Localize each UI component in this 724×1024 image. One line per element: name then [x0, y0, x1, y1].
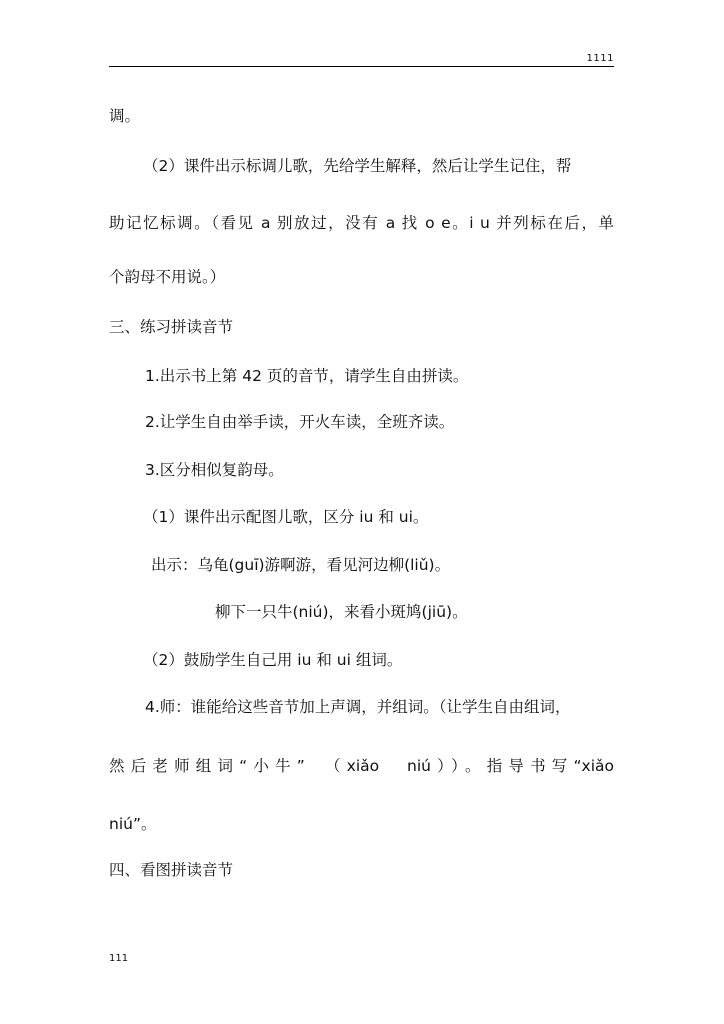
- text-line: （2）鼓励学生自己用 iu 和 ui 组词。: [143, 651, 403, 669]
- text-line: 助记忆标调。（看见 a 别放过，没有 a 找 o e。i u 并列标在后，单: [109, 214, 614, 232]
- section-heading: 三、练习拼读音节: [109, 318, 234, 336]
- text-line: 个韵母不用说。）: [109, 268, 226, 286]
- text-line: niú”。: [109, 815, 157, 833]
- text-line: 调。: [109, 107, 141, 125]
- text-line: 3.区分相似复韵母。: [145, 461, 284, 479]
- header-page-number: 1111: [586, 53, 614, 64]
- section-heading: 四、看图拼读音节: [109, 861, 234, 879]
- text-line: 4.师：谁能给这些音节加上声调，并组词。（让学生自由组词，: [145, 698, 571, 716]
- footer-page-number: 111: [109, 953, 129, 964]
- text-line: （2）课件出示标调儿歌，先给学生解释，然后让学生记住，帮: [143, 157, 572, 175]
- header-rule: [109, 66, 614, 67]
- text-line: 1.出示书上第 42 页的音节，请学生自由拼读。: [145, 367, 469, 385]
- text-line: 2.让学生自由举手读，开火车读，全班齐读。: [145, 413, 455, 431]
- text-line: （1）课件出示配图儿歌，区分 iu 和 ui。: [143, 508, 429, 526]
- text-line: 柳下一只牛(niú)，来看小斑鸠(jiū)。: [215, 603, 468, 621]
- text-line: 出示：乌龟(guī)游啊游，看见河边柳(liǔ)。: [151, 556, 451, 574]
- text-line: 然后老师组词“小牛” （xiǎo niú））。指导书写“xiǎo: [109, 757, 614, 775]
